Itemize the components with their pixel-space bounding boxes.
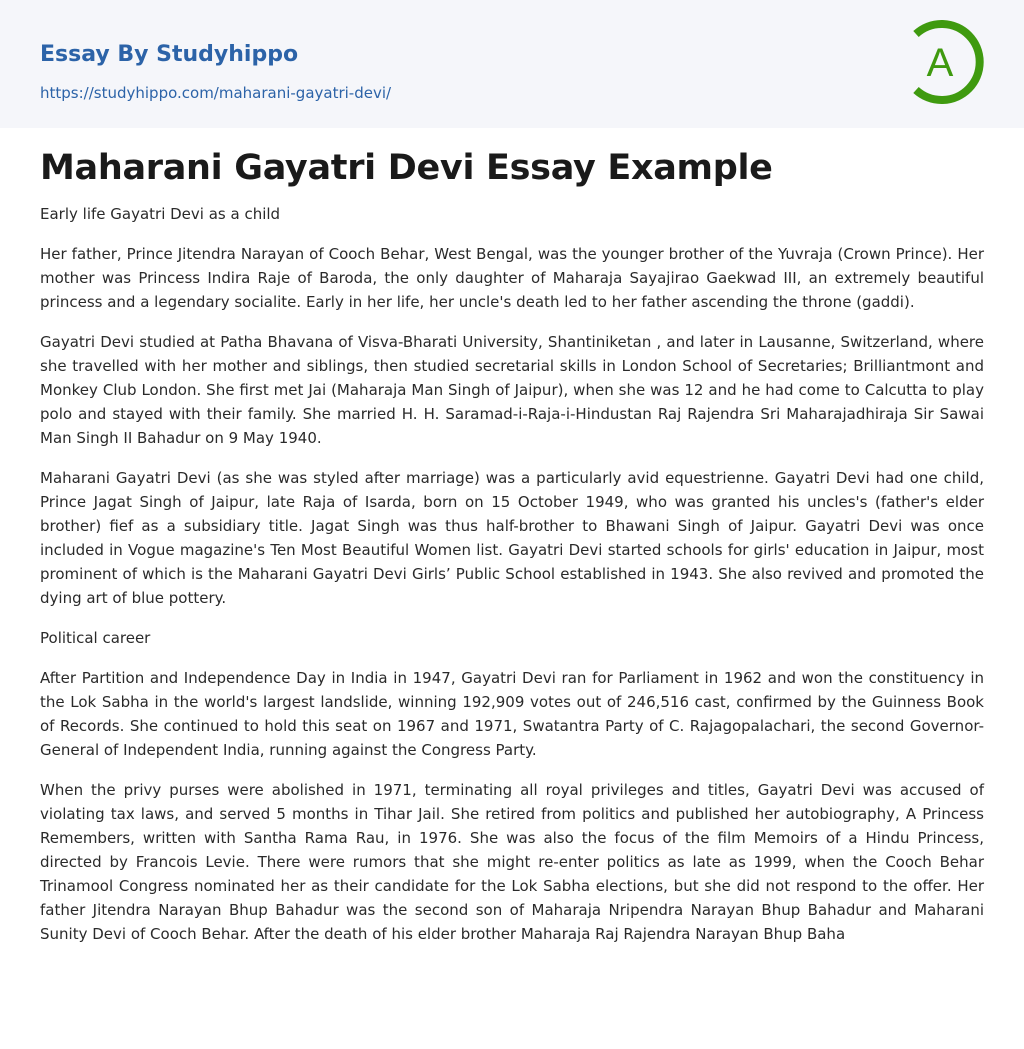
page-title: Maharani Gayatri Devi Essay Example (40, 148, 773, 188)
paragraph: When the privy purses were abolished in 1971, terminating all royal privileges and titles, Gayatri Devi was accused of violating tax laws, and served 5 months in Tihar Jail. She retired from politics and published her autobiography, A Princess Remembers, written with Santha Rama Rau, in 1976. She was also the focus of the film Memoirs of a Hindu Princess, directed by Francois Levie. There were rumors that she might re-enter politics as late as 1999, when the Cooch Behar Trinamool Congress nominated her as their candidate for the Lok Sabha elections, but she did not respond to the offer. Her father Jitendra Narayan Bhup Bahadur was the second son of Maharaja Nripendra Narayan Bhup Bahadur and Maharani Sunity Devi of Cooch Behar. After the death of his elder brother Maharaja Raj Rajendra Narayan Bhup Baha (40, 781, 984, 943)
paragraph: Gayatri Devi studied at Patha Bhavana of Visva-Bharati University, Shantiniketan , and later in Lausanne, Switzerland, where she travelled with her mother and siblings, then studied secretarial skills in London School of Secretaries; Brilliantmont and Monkey Club London. She first met Jai (Maharaja Man Singh of Jaipur), when she was 12 and he had come to Calcutta to play polo and stayed with their family. She married H. H. Saramad-i-Raja-i-Hindustan Raj Rajendra Sri Maharajadhiraja Sir Sawai Man Singh II Bahadur on 9 May 1940. (40, 333, 984, 447)
subheading-political-career: Political career (40, 629, 151, 647)
subheading-early-life: Early life Gayatri Devi as a child (40, 205, 281, 223)
brand-title[interactable]: Essay By Studyhippo (40, 42, 299, 67)
paragraph: Maharani Gayatri Devi (as she was styled after marriage) was a particularly avid equestrienne. Gayatri Devi had one child, Prince Jagat Singh of Jaipur, late Raja of Isarda, born on 15 October 1949, who was granted his uncles's (father's elder brother) fief as a subsidiary title. Jagat Singh was thus half-brother to Bhawani Singh of Jaipur. Gayatri Devi was once included in Vogue magazine's Ten Most Beautiful Women list. Gayatri Devi started schools for girls' education in Jaipur, most prominent of which is the Maharani Gayatri Devi Girls’ Public School established in 1943. She also revived and promoted the dying art of blue pottery. (40, 469, 984, 607)
site-header (0, 0, 1024, 128)
essay-content (0, 148, 1024, 946)
page-url-link[interactable]: https://studyhippo.com/maharani-gayatri-devi/ (40, 84, 392, 102)
paragraph: Her father, Prince Jitendra Narayan of Cooch Behar, West Bengal, was the younger brother of the Yuvraja (Crown Prince). Her mother was Princess Indira Raje of Baroda, the only daughter of Maharaja Sayajirao Gaekwad III, an extremely beautiful princess and a legendary socialite. Early in her life, her uncle's death led to her father ascending the throne (gaddi). (40, 245, 984, 311)
logo-letter: A (926, 41, 954, 85)
paragraph: After Partition and Independence Day in India in 1947, Gayatri Devi ran for Parliament in 1962 and won the constituency in the Lok Sabha in the world's largest landslide, winning 192,909 votes out of 246,516 cast, confirmed by the Guinness Book of Records. She continued to hold this seat on 1967 and 1971, Swatantra Party of C. Rajagopalachari, the second Governor-General of Independent India, running against the Congress Party. (40, 669, 984, 759)
studyhippo-logo-icon[interactable] (906, 20, 986, 104)
